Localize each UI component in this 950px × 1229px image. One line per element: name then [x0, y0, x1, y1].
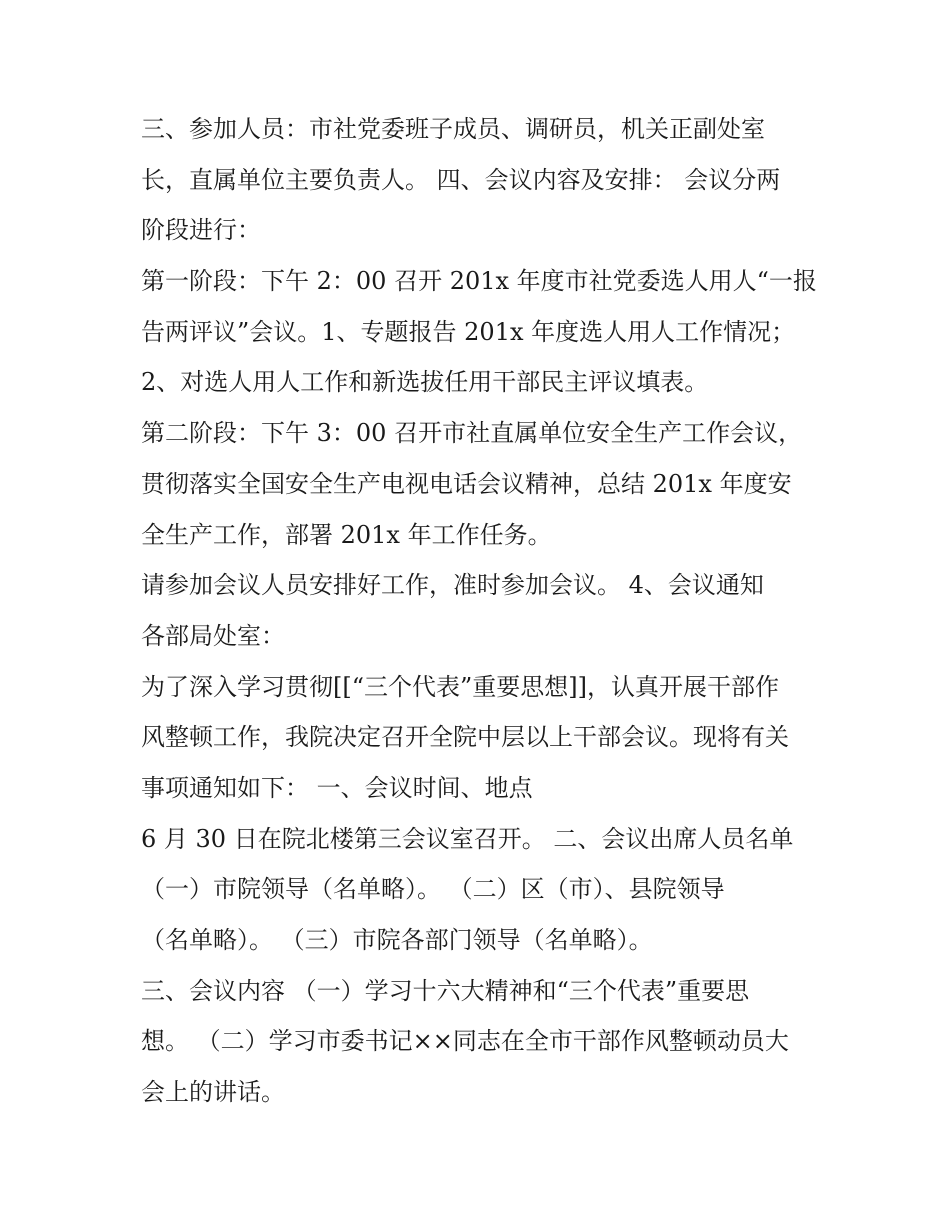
text-line: 三、会议内容 （一）学习十六大精神和“三个代表”重要思 [141, 976, 750, 1005]
text-line: 想。 （二）学习市委书记××同志在全市干部作风整顿动员大 [141, 1027, 789, 1056]
text-line: （名单略）。 （三）市院各部门领导（名单略）。 [141, 926, 653, 954]
text-line: 事项通知如下： 一、会议时间、地点 [141, 773, 533, 802]
text-line: 第二阶段：下午 3：00 召开市社直属单位安全生产工作会议， [141, 419, 803, 448]
text-line: 阶段进行： [141, 216, 261, 245]
text-line: 请参加会议人员安排好工作，准时参加会议。 4、会议通知 [141, 571, 764, 600]
text-line: 贯彻落实全国安全生产电视电话会议精神，总结 201x 年度安 [141, 469, 792, 498]
text-line: 各部局处室： [141, 621, 285, 650]
text-line: 全生产工作，部署 201x 年工作任务。 [141, 520, 552, 549]
text-line: 长，直属单位主要负责人。 四、会议内容及安排： 会议分两 [141, 165, 781, 194]
text-line: 会上的讲话。 [141, 1078, 285, 1107]
text-line: （一）市院领导（名单略）。 （二）区（市）、县院领导 [141, 875, 725, 904]
text-line: 第一阶段：下午 2：00 召开 201x 年度市社党委选人用人“一报 [141, 267, 817, 296]
text-line: 为了深入学习贯彻[[“三个代表”重要思想]]，认真开展干部作 [141, 672, 779, 701]
text-line: 6 月 30 日在院北楼第三会议室召开。 二、会议出席人员名单 [141, 824, 794, 853]
text-line: 风整顿工作，我院决定召开全院中层以上干部会议。现将有关 [141, 723, 789, 752]
text-line: 告两评议”会议。1、专题报告 201x 年度选人用人工作情况； [141, 317, 796, 346]
text-line: 2、对选人用人工作和新选拔任用干部民主评议填表。 [141, 368, 709, 397]
document-body [141, 104, 831, 1118]
text-line: 三、参加人员：市社党委班子成员、调研员，机关正副处室 [141, 115, 765, 143]
